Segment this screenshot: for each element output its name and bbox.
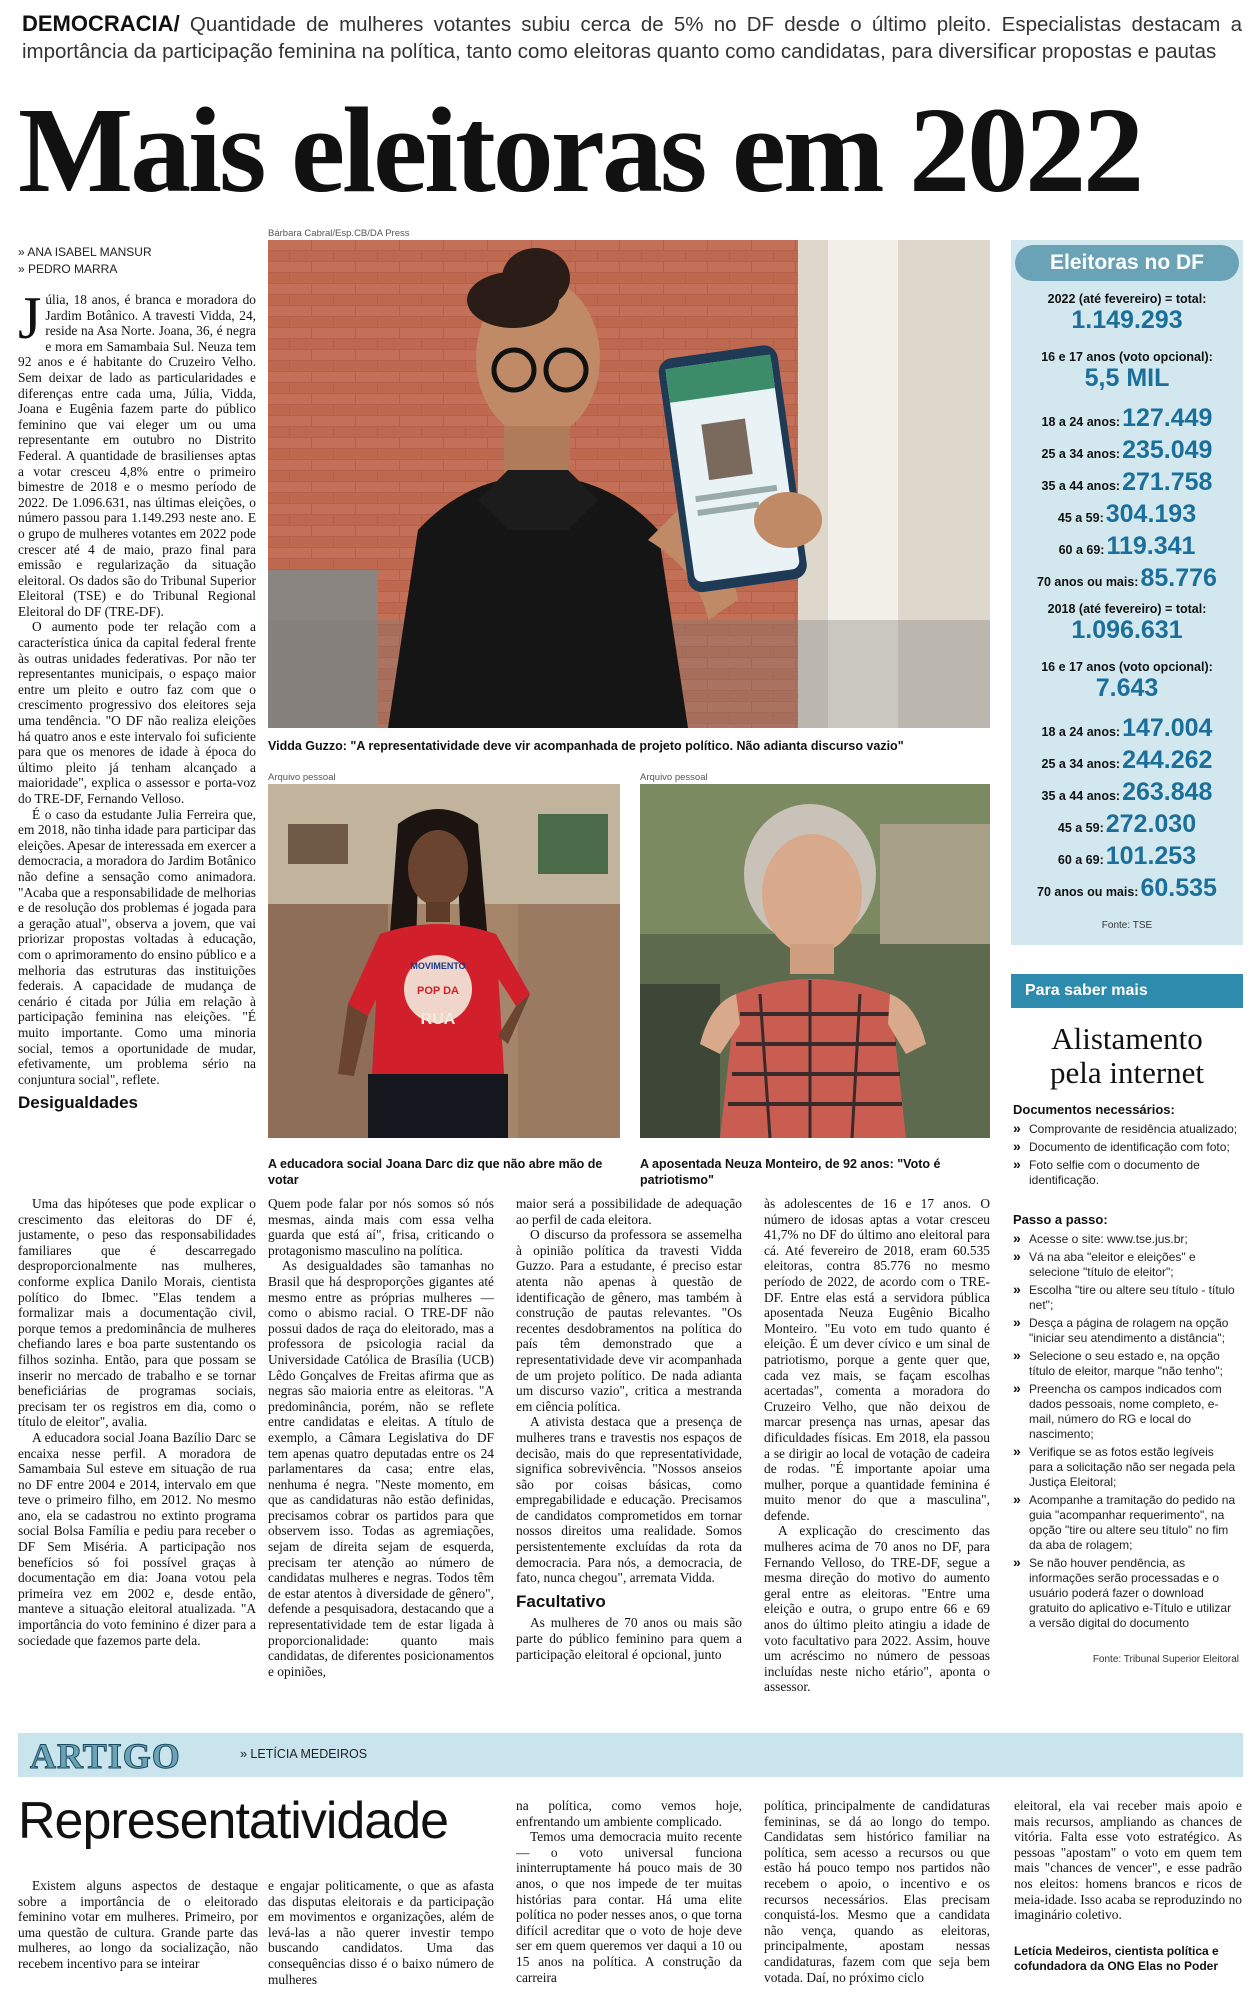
artigo-column-5 (1014, 1798, 1242, 1938)
right-photo-credit: Arquivo pessoal (640, 772, 708, 783)
shirt-text-1: MOVIMENTO (410, 961, 466, 971)
paragraph: A explicação do crescimento das mulheres acima de 70 anos no DF, para Fernando Velloso, do TRE-DF, segue a mesma direção do motivo do aumento geral entre as eleitoras. "Entre uma eleição e outra, o grupo entre 66 e 69 anos do último pleito atingiu a idade de voto facultativo para 2022. Assim, houve um acréscimo no número de pessoas incluídas neste nicho etário", aponta o assessor. (764, 1523, 990, 1695)
steps-heading: Passo a passo: (1013, 1212, 1108, 1227)
face-shape (762, 834, 862, 954)
stat-total-2018: 2018 (até fevereiro) = total: 1.096.631 (1047, 602, 1207, 644)
paragraph: política, principalmente de candidaturas femininas, se dá ao longo do tempo. Candidatas sem histórico familiar na política, sem acesso a recursos ou que estão há pouco tempo nos partidos não recebem o apoio, o incentivo e os recursos necessários. Elas precisam conquistá-los. Mesmo que a candidata não vença, quando as eleitoras, principalmente, apostam nessas candidaturas, fazem com que seja bem votada. Daí, no próximo ciclo (764, 1798, 990, 1985)
article-column-4 (764, 1196, 990, 1696)
dek-text: Quantidade de mulheres votantes subiu cerca de 5% no DF desde o último pleito. Especialistas destacam a importância da participação feminina na política, tanto como eleitoras quanto como candidatas, para diversificar propostas e pautas (22, 13, 1242, 63)
byline (18, 244, 258, 278)
author-2: » PEDRO MARRA (18, 262, 118, 276)
para-saber-mais-box (1011, 974, 1243, 1670)
stats-source: Fonte: TSE (1101, 920, 1153, 931)
face-shape (408, 830, 468, 906)
section-slash: / (173, 11, 180, 36)
left-photo-caption: A educadora social Joana Darc diz que não abre mão de votar (268, 1157, 603, 1187)
stats-title: Eleitoras no DF (1015, 245, 1239, 281)
left-photo (268, 784, 620, 1138)
paragraph: e engajar politicamente, o que as afasta das disputas eleitorais e da participação em movimentos e organizações, além de levá-las a não querer investir tempo buscando candidatos. Uma das consequências disso é o baixo número de mulheres (268, 1878, 494, 1987)
list-item: » Foto selfie com o documento de identificação. (1013, 1158, 1241, 1188)
paragraph: na política, como vemos hoje, enfrentando um ambiente complicado. (516, 1798, 742, 1829)
paragraph: As mulheres de 70 anos ou mais são parte do público feminino para quem a participação eleitoral é opcional, junto (516, 1615, 742, 1662)
stat-total-2022: 2022 (até fevereiro) = total: 1.149.293 (1047, 292, 1207, 334)
stat-2018-45-59: 45 a 59:272.030 (1057, 810, 1197, 838)
dek (22, 10, 1242, 65)
docs-heading: Documentos necessários: (1013, 1102, 1175, 1117)
paragraph: As desigualdades são tamanhas no Brasil que há desproporções gigantes até mesmo entre as próprias mulheres — como o abismo racial. O TRE-DF não possui dados de raça do eleitorado, mas a professora de psicologia racial da Universidade Católica de Brasília (UCB) Lêdo Gonçalves de Freitas afirma que as negras são maioria entre as eleitoras. "A predominância, porém, não se reflete entre candidatas e eleitas. A título de exemplo, a Câmara Legislativa do DF tem apenas quatro deputadas entre os 24 parlamentares da casa; entre elas, nenhuma é negra. "Neste momento, em que as candidaturas não estão definidas, precisamos cobrar os partidos para que observem isso. Todas as agremiações, sejam de direita sejam de esquerda, precisam ter atenção ao número de candidatas mulheres e negras. Todos têm de estar atentos à diversidade de gênero", defende a pesquisadora, destacando que a representatividade tem de estar ligada à proporcionalidade: quanto mais candidatas, de diferentes posicionamentos e opiniões, (268, 1258, 494, 1679)
saber-mais-source: Fonte: Tribunal Superior Eleitoral (1092, 1654, 1239, 1665)
stat-2018-35-44: 35 a 44 anos:263.848 (1041, 778, 1213, 806)
para-saber-mais-title: Alistamento pela internet (1049, 1021, 1205, 1090)
stat-2018-18-24: 18 a 24 anos:147.004 (1041, 714, 1213, 742)
artigo-signature: Letícia Medeiros, cientista política e cofundadora da ONG Elas no Poder (1014, 1944, 1219, 1973)
paragraph: Quem pode falar por nós somos só nós mesmas, ainda mais com essa velha guarda que está aí", frisa, criticando o protagonismo masculino na política. (268, 1196, 494, 1258)
artigo-band (18, 1733, 1243, 1777)
artigo-column-1 (18, 1878, 258, 1998)
list-item: » Vá na aba "eleitor e eleições" e selecione "título de eleitor"; (1013, 1250, 1241, 1280)
article-column-2 (268, 1196, 494, 1696)
headline: Mais eleitoras em 2022 (18, 83, 1142, 218)
artigo-column-2 (268, 1878, 494, 1998)
artigo-label: ARTIGO (30, 1736, 181, 1776)
article-column-3 (516, 1196, 742, 1696)
artigo-author: » LETÍCIA MEDEIROS (240, 1747, 368, 1761)
list-item: » Se não houver pendência, as informações serão processadas e o usuário poderá fazer o download gratuito do aplicativo e-Título e utilizar a versão digital do documento (1013, 1556, 1241, 1631)
list-item: » Acompanhe a tramitação do pedido na guia "acompanhar requerimento", na opção "tire ou altere seu título" no fim da aba de rolagem; (1013, 1493, 1241, 1553)
stat-2022-35-44: 35 a 44 anos:271.758 (1041, 468, 1213, 496)
shirt-text-2: POP DA (417, 985, 459, 997)
left-photo-credit: Arquivo pessoal (268, 772, 336, 783)
right-photo (640, 784, 990, 1138)
artigo-column-3 (516, 1798, 742, 1998)
paragraph: maior será a possibilidade de adequação ao perfil de cada eleitora. (516, 1196, 742, 1227)
stat-2018-60-69: 60 a 69:101.253 (1057, 842, 1197, 870)
main-photo-image (268, 240, 990, 728)
stats-box (1011, 240, 1243, 945)
subhead-facultativo: Facultativo (516, 1591, 606, 1611)
artigo-title: Representatividade (18, 1792, 449, 1850)
patterned-dress (720, 979, 906, 1138)
list-item: » Documento de identificação com foto; (1013, 1140, 1241, 1155)
section-label: DEMOCRACIA (22, 11, 174, 36)
stat-2022-16-17: 16 e 17 anos (voto opcional): 5,5 MIL (1041, 350, 1213, 392)
paragraph: Uma das hipóteses que pode explicar o crescimento das eleitoras do DF é, justamente, o peso das responsabilidades familiares que é descarregado desproporcionalmente nas mulheres, conforme explica Danilo Morais, cientista político do Ibmec. "Elas tendem a formalizar mais a documentação civil, porque temos a predominância de mulheres chefiando lares e boa parte sustentando os filhos sozinha. Então, para que possam se inserir no mercado de trabalho e se tornar beneficiárias de programas sociais, precisam ter os registros em dia, como o título de eleitor", avalia. (18, 1196, 256, 1430)
subhead-desigualdades: Desigualdades (18, 1093, 138, 1113)
main-photo-caption: Vidda Guzzo: "A representatividade deve vir acompanhada de projeto político. Não adianta discurso vazio" (268, 739, 904, 753)
stat-2022-18-24: 18 a 24 anos:127.449 (1041, 404, 1213, 432)
list-item: » Comprovante de residência atualizado; (1013, 1122, 1241, 1137)
stat-2022-60-69: 60 a 69:119.341 (1058, 532, 1196, 560)
shirt-text-3: RUA (420, 1011, 456, 1028)
para-saber-mais-bar: Para saber mais (1011, 974, 1243, 1008)
paragraph: às adolescentes de 16 e 17 anos. O número de idosas aptas a votar cresceu 41,7% no DF do último ano eleitoral para cá. Até fevereiro de 2018, eram 60.535 eleitoras, contra 85.776 no mesmo período de 2022, de acordo com o TRE-DF. Entre elas está a servidora pública aposentada Neuza Eugênio Bicalho Monteiro. "Eu voto em tudo quanto é eleição. É um dever cívico e um sinal de patriotismo, porque a gente quer que, cada vez mais, se façam escolhas acertadas", comenta a moradora do Cruzeiro Velho, que não deixou de marcar presença nas urnas, apesar das dificuldades físicas. Em 2018, ela passou a se dirigir ao local de votação de cadeira de rodas. "É importante apoiar uma mulher, porque a quantidade feminina é muito menor do que a masculina", defende. (764, 1196, 990, 1523)
stat-2018-25-34: 25 a 34 anos:244.262 (1041, 746, 1213, 774)
stat-2022-25-34: 25 a 34 anos:235.049 (1041, 436, 1213, 464)
main-photo-credit: Bárbara Cabral/Esp.CB/DA Press (268, 228, 410, 239)
paragraph: É o caso da estudante Julia Ferreira que, em 2018, não tinha idade para participar das eleições. Apesar de interessada em exercer a democracia, a moradora do Jardim Botânico não define a sensação como animadora. "Acaba que a responsabilidade de melhorias e de resolução dos problemas é jogada para a geração atual", observa a jovem, que vai priorizar propostas voltadas à educação, com o aprimoramento do ensino público e a melhoria das estruturas das instituições federais. A capacidade de mudança de cenário é citada por Júlia em relação à participação feminina nas eleições. "É muito importante. Como uma minoria social, temos a oportunidade de mudar, efetivamente, um problema sério na conjuntura social", reflete. (18, 806, 256, 1087)
left-photo-image (268, 784, 620, 1138)
paragraph: eleitoral, ela vai receber mais apoio e mais recursos, ampliando as chances de vitória. Falta esse voto estratégico. As pessoas "apostam" o voto em quem tem mais "chances de vencer", e esse padrão nos eleitos: homens brancos e ricos de meia-idade. Isso acaba se reproduzindo no imaginário coletivo. (1014, 1798, 1242, 1923)
list-item: » Selecione o seu estado e, na opção título de eleitor, marque "não tenho"; (1013, 1349, 1241, 1379)
stat-2018-16-17: 16 e 17 anos (voto opcional): 7.643 (1041, 660, 1213, 702)
stat-2022-45-59: 45 a 59:304.193 (1057, 500, 1197, 528)
article-column-1b (18, 1196, 256, 1696)
list-item: » Verifique se as fotos estão legíveis para a solicitação não ser negada pela Justiça Eleitoral; (1013, 1445, 1241, 1490)
list-item: » Desça a página de rolagem na opção "iniciar seu atendimento a distância"; (1013, 1316, 1241, 1346)
right-photo-caption: A aposentada Neuza Monteiro, de 92 anos: "Voto é patriotismo" (640, 1157, 941, 1187)
article-column-1 (18, 292, 256, 1172)
right-photo-image (640, 784, 990, 1138)
paragraph: Existem alguns aspectos de destaque sobre a importância de o eleitorado feminino votar em mulheres. Primeiro, por uma questão de cultura. Grande parte das mulheres, ao longo da socialização, não recebem incentivo para se inteirar (18, 1878, 258, 1971)
list-item: » Escolha "tire ou altere seu título - título net"; (1013, 1283, 1241, 1313)
stat-2018-70: 70 anos ou mais:60.535 (1037, 874, 1217, 902)
paragraph: O discurso da professora se assemelha à opinião política da travesti Vidda Guzzo. Para a estudante, é preciso estar atenta não apenas à questão de identificação de gênero, mas também à construção de pautas relevantes. "Os recentes desdobramentos na política do país têm demonstrado que a representatividade deve vir acompanhada de um projeto político. De nada adianta um discurso vazio", critica a mestranda em ciência política. (516, 1227, 742, 1414)
paragraph: úlia, 18 anos, é branca e moradora do Jardim Botânico. A travesti Vidda, 24, reside na Asa Norte. Joana, 36, é negra e mora em Samambaia Sul. Neuza tem 92 anos e é habitante do Cruzeiro Velho. Sem deixar de lado as particularidades e diferenças entre cada uma, Júlia, Vidda, Joana e Eugênia fazem parte do público feminino que vai eleger um ou uma representante em outubro no Distrito Federal. A quantidade de brasilienses aptas a votar cresceu 4,8% entre o primeiro bimestre de 2018 e o mesmo período de 2022. De 1.096.631, nas últimas eleições, o número passou para 1.149.293 neste ano. E o grupo de mulheres votantes em 2022 pode crescer até 4 de maio, prazo final para emissão e regularização da situação eleitoral. Os dados são do Tribunal Superior Eleitoral (TSE) e do Tribunal Regional Eleitoral do DF (TRE-DF). (18, 292, 256, 619)
list-item: » Acesse o site: www.tse.jus.br; (1013, 1232, 1241, 1247)
drop-cap: J (18, 292, 42, 351)
paragraph: O aumento pode ter relação com a característica única da capital federal frente às outras unidades federativas. Por não ter representantes municipais, o espaço maior entre um pleito e outro faz com que o crescimento progressivo dos eleitores seja uma tendência. "O DF não realiza eleições há quatro anos e este intervalo foi suficiente para que os menores de idade à época do último pleito já tenham alcançado a maioridade", explica o assessor e porta-voz do TRE-DF, Fernando Velloso. (18, 619, 256, 806)
paragraph: A ativista destaca que a presença de mulheres trans e travestis nos espaços de decisão, mais do que representatividade, significa sobrevivência. "Nossos anseios são por coisas básicas, como empregabilidade e educação. Precisamos de candidatos comprometidos em tornar nossos direitos uma realidade. Somos persistentemente excluídas da rota da democracia. Para nós, a democracia, de fato, nunca chegou", arremata Vidda. (516, 1414, 742, 1586)
stat-2022-70: 70 anos ou mais:85.776 (1037, 564, 1217, 592)
paragraph: A educadora social Joana Bazílio Darc se encaixa nesse perfil. A moradora de Samambaia Sul esteve em situação de rua no DF entre 2004 e 2014, intervalo em que teve o primeiro filho, em 2012. No mesmo ano, ela se cadastrou no extinto programa social Bolsa Família e pediu para receber o DF Sem Miséria. A participação nos benefícios só foi possível graças à documentação em dia: Joana votou pela primeira vez em 2002 e, desde então, manteve a situação eleitoral atualizada. "A importância do voto feminino é dizer para a sociedade que fazemos parte dela. (18, 1429, 256, 1648)
steps-list (1013, 1232, 1241, 1634)
docs-list (1013, 1122, 1241, 1191)
artigo-column-4 (764, 1798, 990, 1998)
author-1: » ANA ISABEL MANSUR (18, 245, 152, 259)
main-photo (268, 240, 990, 728)
list-item: » Preencha os campos indicados com dados pessoais, nome completo, e-mail, número do RG e local do nascimento; (1013, 1382, 1241, 1442)
paragraph: Temos uma democracia muito recente — o voto universal funciona ininterruptamente há pouco mais de 30 anos, o que nos impede de ter muitas histórias para contar. Há uma elite política no poder nesses anos, o que torna difícil acreditar que o voto de hoje deve ser em quem queremos ver daqui a 10 ou 15 anos na política. A construção da carreira (516, 1829, 742, 1985)
